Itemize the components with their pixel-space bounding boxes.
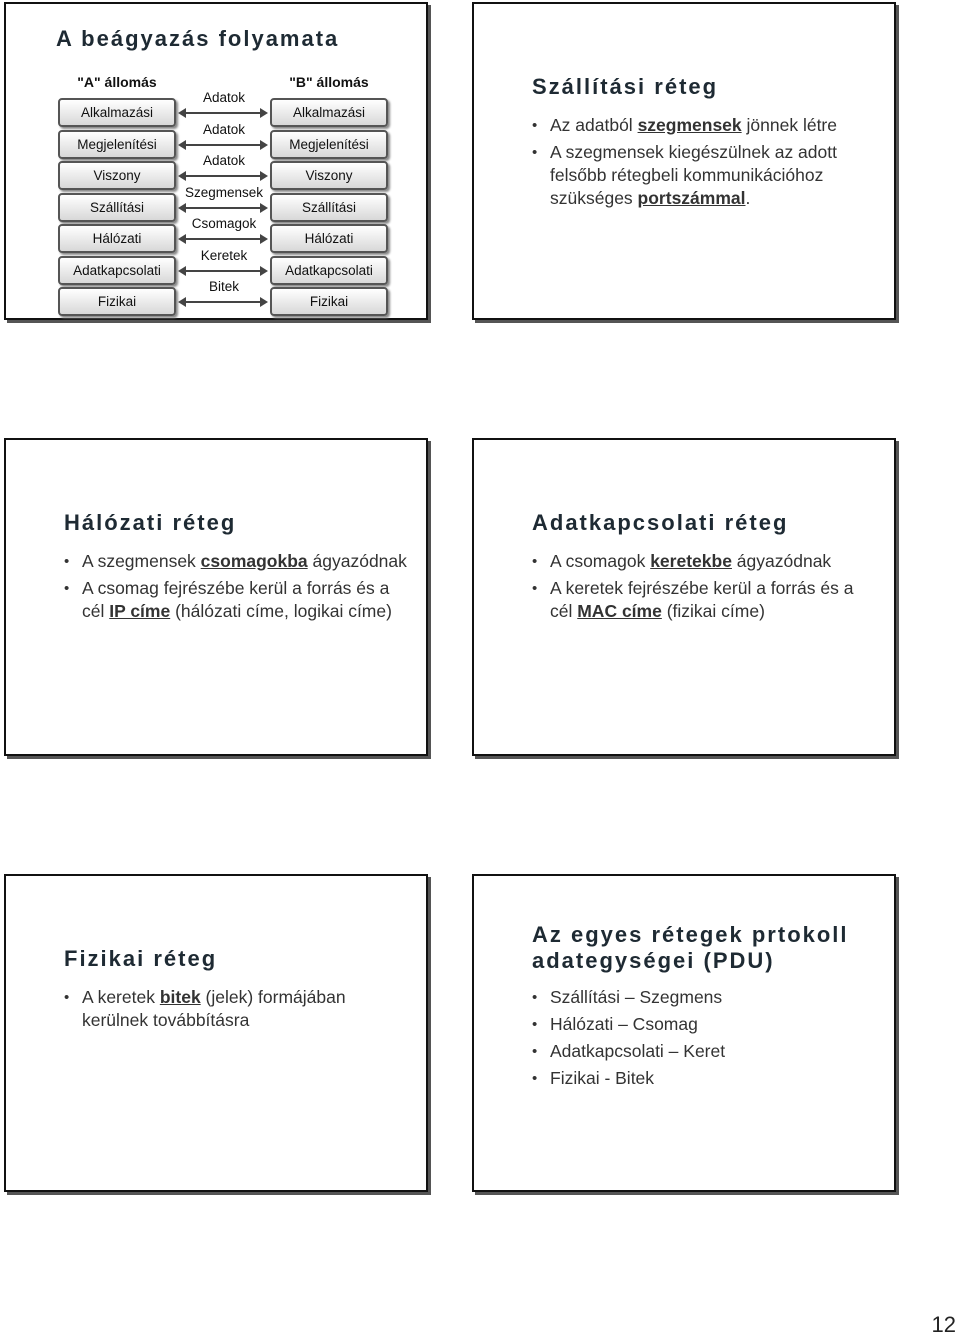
slide-physical-layer <box>4 874 428 1192</box>
bullet-list <box>532 550 880 627</box>
bullet-item: • Adatkapcsolati – Keret <box>532 1040 880 1063</box>
text: A szegmensek kiegészülnek az adott felsőbb rétegbeli kommunikációhoz szükséges <box>550 142 837 208</box>
double-arrow-icon <box>180 144 266 146</box>
bullet-item <box>532 550 880 573</box>
bullet-item <box>64 577 412 623</box>
layer-box-a: Alkalmazási <box>58 98 176 127</box>
slide-title: Szállítási réteg <box>532 74 719 99</box>
layer-box-b: Szállítási <box>270 193 388 222</box>
bullet-list <box>532 114 880 214</box>
slide-title: A beágyazás folyamata <box>56 26 340 51</box>
pdu-label: Csomagok <box>191 216 257 231</box>
bullet-item <box>532 141 880 210</box>
emphasis: szegmensek <box>637 115 742 135</box>
bullet-item: • Szállítási – Szegmens <box>532 986 880 1009</box>
double-arrow-icon <box>180 112 266 114</box>
pdu-label: Adatok <box>202 121 246 137</box>
slide-network-layer <box>4 438 428 756</box>
text: A keretek <box>82 987 160 1007</box>
text: (fizikai címe) <box>661 601 765 621</box>
layer-box-a: Viszony <box>58 161 176 190</box>
text: A szegmensek <box>82 551 201 571</box>
bullet-item <box>532 114 880 137</box>
slide-transport-layer <box>472 2 896 320</box>
layer-box-b: Hálózati <box>270 224 388 253</box>
pdu-label: Szegmensek <box>184 184 264 200</box>
bullet-item <box>532 577 880 623</box>
page-number: 12 <box>931 1312 956 1337</box>
emphasis: csomagokba <box>200 551 308 571</box>
layer-box-a: Adatkapcsolati <box>58 256 176 285</box>
emphasis: portszámmal <box>637 188 746 208</box>
text: A csomag fejrészébe kerül a forrás és a cél <box>82 578 390 621</box>
bullet-list <box>532 986 880 1094</box>
text: Az adatból <box>550 115 638 135</box>
encapsulation-diagram <box>52 74 402 319</box>
double-arrow-icon <box>180 270 266 272</box>
double-arrow-icon <box>180 207 266 209</box>
station-a-heading: "A" állomás <box>77 74 157 90</box>
pdu-label: Adatok <box>202 153 246 168</box>
bullet-item <box>64 550 412 573</box>
pdu-label: Adatok <box>202 90 246 105</box>
pdu-label: Keretek <box>200 247 248 263</box>
pdu-label: Bitek <box>208 279 239 294</box>
layer-box-a: Szállítási <box>58 193 176 222</box>
slide-title: Adatkapcsolati réteg <box>532 510 789 535</box>
layer-box-b: Viszony <box>270 161 388 190</box>
layer-box-a: Megjelenítési <box>58 130 176 159</box>
slide-title: Fizikai réteg <box>64 946 218 971</box>
layer-box-a: Fizikai <box>58 287 176 316</box>
slide-title: Hálózati réteg <box>64 510 237 535</box>
station-b-heading: "B" állomás <box>289 74 369 90</box>
double-arrow-icon <box>180 301 266 303</box>
text: ágyazódnak <box>307 551 407 571</box>
slide-title: Az egyes rétegek prtokoll adategységei (PDU) <box>532 922 849 973</box>
text: jönnek létre <box>741 115 837 135</box>
double-arrow-icon <box>180 175 266 177</box>
bullet-list <box>64 550 412 627</box>
emphasis: MAC címe <box>577 601 662 621</box>
text: . <box>745 188 751 208</box>
layer-box-b: Megjelenítési <box>270 130 388 159</box>
bullet-item <box>64 986 412 1032</box>
text: ágyazódnak <box>731 551 832 571</box>
text: A csomagok <box>550 551 651 571</box>
emphasis: bitek <box>159 987 201 1007</box>
text: (hálózati címe, logikai címe) <box>170 601 392 621</box>
emphasis: IP címe <box>109 601 171 621</box>
slide-datalink-layer <box>472 438 896 756</box>
layer-box-b: Adatkapcsolati <box>270 256 388 285</box>
layer-box-a: Hálózati <box>58 224 176 253</box>
layer-box-b: Fizikai <box>270 287 388 316</box>
emphasis: keretekbe <box>650 551 732 571</box>
slide-pdu-summary <box>472 874 896 1192</box>
bullet-item: • Hálózati – Csomag <box>532 1013 880 1036</box>
text: (jelek) formájában kerülnek továbbításra <box>82 987 346 1030</box>
layer-box-b: Alkalmazási <box>270 98 388 127</box>
double-arrow-icon <box>180 238 266 240</box>
bullet-item: • Fizikai - Bitek <box>532 1067 880 1090</box>
slide-encapsulation <box>4 2 428 320</box>
bullet-list <box>64 986 412 1036</box>
text: A keretek fejrészébe kerül a forrás és a cél <box>550 578 854 621</box>
